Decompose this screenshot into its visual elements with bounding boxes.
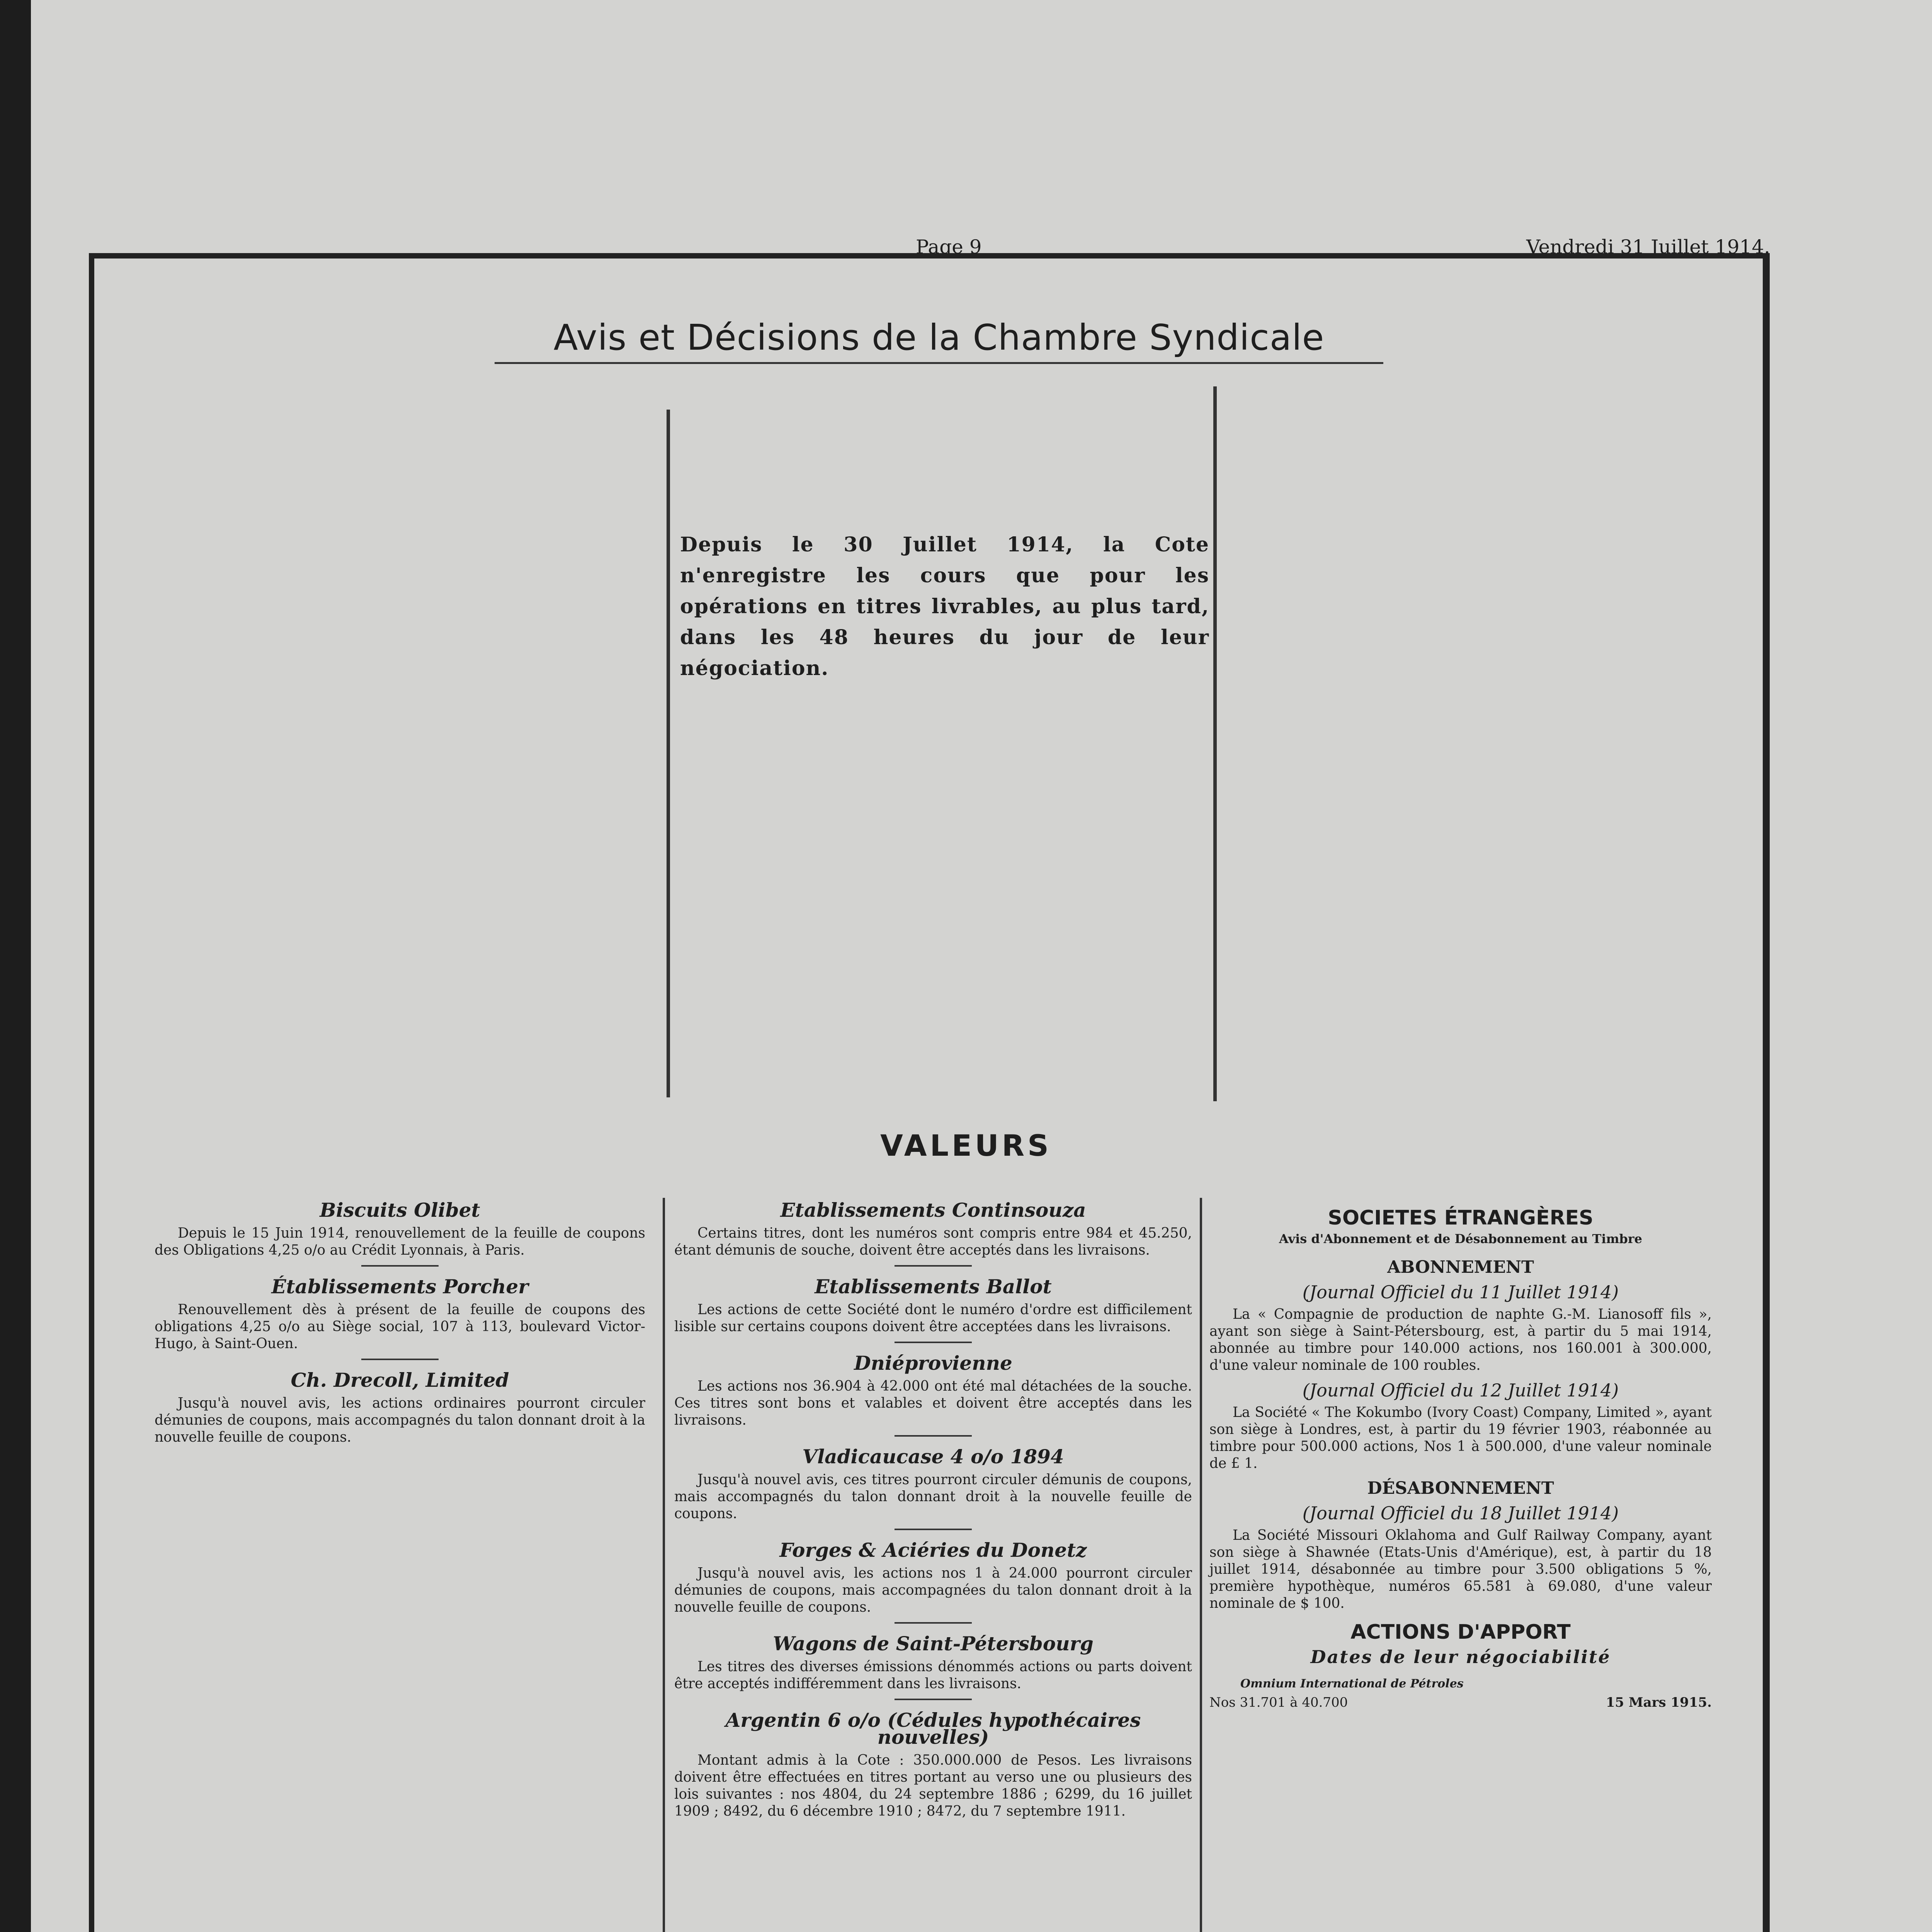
- actions-apport-title: ACTIONS D'APPORT: [1350, 1621, 1571, 1644]
- notice-text: Les actions nos 36.904 à 42.000 ont été mal détachées de la souche. Ces titres sont bons et valables et doivent être acceptés dans les livraisons.: [674, 1378, 1192, 1428]
- separator: [895, 1622, 972, 1624]
- societes-etrangeres-title: SOCIETES ÉTRANGÈRES: [1328, 1206, 1594, 1230]
- notice-text: La Société « The Kokumbo (Ivory Coast) Company, Limited », ayant son siège à Londres, est, à partir du 19 février 1903, réabonnée au timbre pour 500.000 actions, Nos 1 à 500.000, d'une valeur nominale de £ 1.: [1209, 1405, 1712, 1471]
- notice-heading: Ch. Drecoll, Limited: [291, 1369, 509, 1391]
- societes-etrangeres-subtitle: Avis d'Abonnement et de Désabonnement au Timbre: [1279, 1231, 1643, 1246]
- notice-text: La Société Missouri Oklahoma and Gulf Railway Company, ayant son siège à Shawnée (Etats-Unis d'Amérique), est, à partir du 18 juillet 1914, désabonnée au timbre pour 3.500 obligations 5 %, première hypothèque, numéros 65.581 à 69.080, d'une valeur nominale de $ 100.: [1209, 1527, 1712, 1611]
- omnium-name: Omnium International de Pétroles: [1240, 1677, 1464, 1690]
- valeurs-left-column: [155, 1190, 645, 1450]
- notice-text: Montant admis à la Cote : 350.000.000 de Pesos. Les livraisons doivent être effectuées en titres portant au verso une ou plusieurs des lois suivantes : nos 4804, du 24 septembre 1886 ; 6299, du 16 juillet 1909 ; 8492, du 6 décembre 1910 ; 8472, du 7 septembre 1911.: [674, 1752, 1192, 1819]
- notice-text: Les titres des diverses émissions dénommés actions ou parts doivent être acceptés indifféremment dans les livraisons.: [674, 1659, 1192, 1692]
- notice-heading: Vladicaucase 4 o/o 1894: [802, 1445, 1064, 1468]
- omnium-date: 15 Mars 1915.: [1605, 1695, 1712, 1710]
- book-spine: [0, 0, 31, 1932]
- omnium-numbers: Nos 31.701 à 40.700: [1209, 1695, 1348, 1710]
- cote-notice: Depuis le 30 Juillet 1914, la Cote n'enregistre les cours que pour les opérations en titres livrables, au plus tard, dans les 48 heures du jour de leur négociation.: [680, 533, 1209, 680]
- separator: [895, 1529, 972, 1530]
- notice-text: Les actions de cette Société dont le numéro d'ordre est difficilement lisible sur certains coupons doivent être acceptées dans les livraisons.: [674, 1302, 1192, 1335]
- separator: [895, 1699, 972, 1700]
- notice-text: Certains titres, dont les numéros sont compris entre 984 et 45.250, étant démunis de souche, doivent être acceptés dans les livraisons.: [674, 1225, 1192, 1258]
- notice-heading: Dniéprovienne: [854, 1352, 1012, 1374]
- notice-right-rule: [1213, 386, 1217, 1101]
- abonnement-heading: ABONNEMENT: [1387, 1257, 1534, 1277]
- journal-ref: (Journal Officiel du 18 Juillet 1914): [1302, 1503, 1619, 1524]
- notice-heading: Établissements Porcher: [271, 1275, 529, 1298]
- separator: [361, 1265, 439, 1267]
- notice-heading: Wagons de Saint-Pétersbourg: [773, 1632, 1094, 1655]
- page-number: Page 9: [916, 236, 982, 258]
- notice-heading: Etablissements Ballot: [815, 1275, 1052, 1298]
- omnium-row: [1209, 1695, 1712, 1710]
- valeurs-right-column: [1209, 1202, 1712, 1710]
- notice-text: Renouvellement dès à présent de la feuille de coupons des obligations 4,25 o/o au Siège social, 107 à 113, boulevard Victor-Hugo, à Saint-Ouen.: [155, 1302, 645, 1352]
- notice-text: Jusqu'à nouvel avis, les actions nos 1 à 24.000 pourront circuler démunies de coupons, mais accompagnées du talon donnant droit à la nouvelle feuille de coupons.: [674, 1565, 1192, 1615]
- notice-left-rule: [667, 410, 670, 1097]
- notice-heading: Biscuits Olibet: [320, 1199, 480, 1221]
- notice-text: Jusqu'à nouvel avis, les actions ordinaires pourront circuler démunies de coupons, mais accompagnés du talon donnant droit à la nouvelle feuille de coupons.: [155, 1395, 645, 1445]
- desabonnement-heading: DÉSABONNEMENT: [1367, 1478, 1554, 1498]
- valeurs-title: VALEURS: [880, 1128, 1052, 1163]
- page-date: Vendredi 31 Juillet 1914.: [1526, 236, 1770, 258]
- notice-text: Depuis le 15 Juin 1914, renouvellement de la feuille de coupons des Obligations 4,25 o/o au Crédit Lyonnais, à Paris.: [155, 1225, 645, 1258]
- valeurs-rule-1: [663, 1198, 665, 1932]
- journal-ref: (Journal Officiel du 12 Juillet 1914): [1302, 1380, 1619, 1401]
- notice-text: La « Compagnie de production de naphte G.-M. Lianosoff fils », ayant son siège à Saint-Pétersbourg, est, à partir du 5 mai 1914, abonnée au timbre pour 140.000 actions, nos 160.001 à 300.000, d'une valeur nominale de 100 roubles.: [1209, 1306, 1712, 1373]
- notice-text: Jusqu'à nouvel avis, ces titres pourront circuler démunis de coupons, mais accompagnés du talon donnant droit à la nouvelle feuille de coupons.: [674, 1472, 1192, 1522]
- notice-heading: Forges & Aciéries du Donetz: [779, 1539, 1087, 1561]
- journal-ref: (Journal Officiel du 11 Juillet 1914): [1302, 1282, 1619, 1303]
- separator: [895, 1342, 972, 1343]
- separator: [895, 1435, 972, 1437]
- valeurs-rule-2: [1200, 1198, 1202, 1932]
- page-title: Avis et Décisions de la Chambre Syndicale: [495, 317, 1383, 364]
- notice-heading: Argentin 6 o/o (Cédules hypothécaires nouvelles): [725, 1709, 1141, 1748]
- separator: [361, 1359, 439, 1360]
- actions-apport-subtitle: Dates de leur négociabilité: [1310, 1646, 1611, 1667]
- separator: [895, 1265, 972, 1267]
- valeurs-middle-column: [674, 1190, 1192, 1824]
- notice-heading: Etablissements Continsouza: [780, 1199, 1086, 1221]
